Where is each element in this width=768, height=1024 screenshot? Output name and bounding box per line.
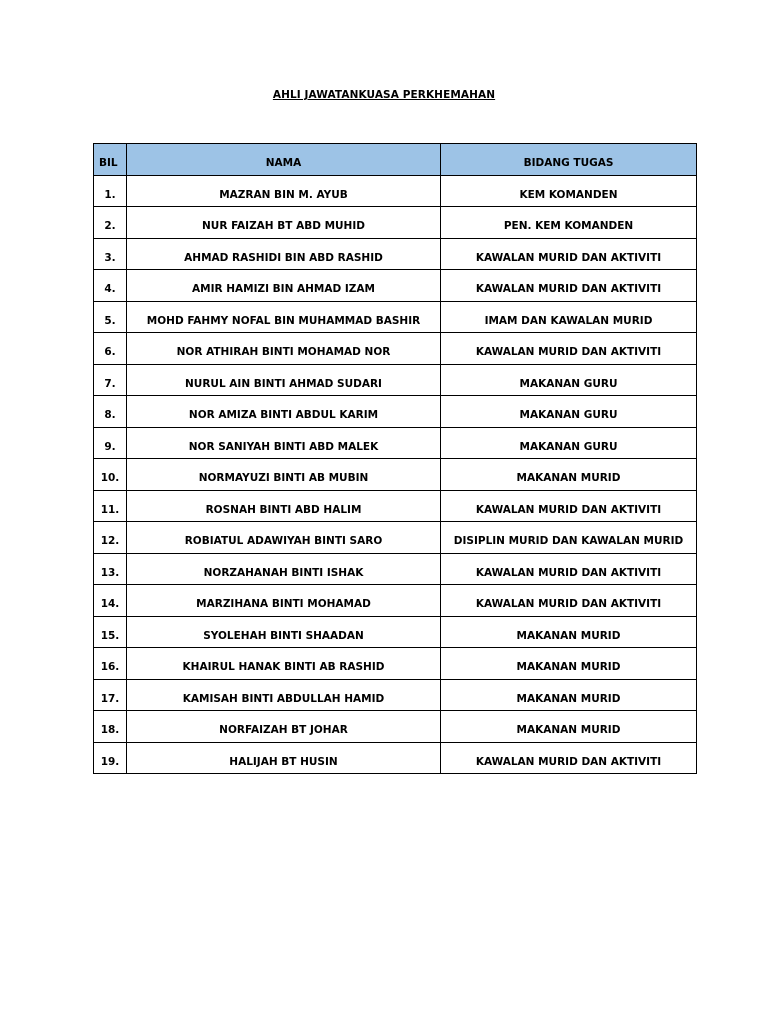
cell-nama: ROSNAH BINTI ABD HALIM <box>127 490 441 522</box>
cell-nama: ROBIATUL ADAWIYAH BINTI SARO <box>127 522 441 554</box>
cell-nama: AMIR HAMIZI BIN AHMAD IZAM <box>127 270 441 302</box>
cell-bidang-tugas: KAWALAN MURID DAN AKTIVITI <box>441 333 697 365</box>
cell-bil: 10. <box>94 459 127 491</box>
cell-bil: 19. <box>94 742 127 774</box>
cell-nama: MAZRAN BIN M. AYUB <box>127 175 441 207</box>
cell-nama: NORZAHANAH BINTI ISHAK <box>127 553 441 585</box>
cell-nama: KHAIRUL HANAK BINTI AB RASHID <box>127 648 441 680</box>
column-header-bidang-tugas: BIDANG TUGAS <box>441 144 697 176</box>
cell-bidang-tugas: KAWALAN MURID DAN AKTIVITI <box>441 238 697 270</box>
table-row <box>94 742 697 774</box>
column-header-nama: NAMA <box>127 144 441 176</box>
table-row <box>94 238 697 270</box>
cell-nama: KAMISAH BINTI ABDULLAH HAMID <box>127 679 441 711</box>
table-row <box>94 427 697 459</box>
cell-bidang-tugas: MAKANAN MURID <box>441 459 697 491</box>
cell-nama: SYOLEHAH BINTI SHAADAN <box>127 616 441 648</box>
cell-nama: NORFAIZAH BT JOHAR <box>127 711 441 743</box>
table-row <box>94 333 697 365</box>
cell-bidang-tugas: MAKANAN GURU <box>441 396 697 428</box>
cell-bil: 15. <box>94 616 127 648</box>
cell-bil: 13. <box>94 553 127 585</box>
table-row <box>94 522 697 554</box>
cell-nama: NURUL AIN BINTI AHMAD SUDARI <box>127 364 441 396</box>
cell-nama: NOR ATHIRAH BINTI MOHAMAD NOR <box>127 333 441 365</box>
cell-nama: NORMAYUZI BINTI AB MUBIN <box>127 459 441 491</box>
cell-bidang-tugas: MAKANAN MURID <box>441 616 697 648</box>
cell-bil: 3. <box>94 238 127 270</box>
cell-bil: 18. <box>94 711 127 743</box>
cell-nama: NUR FAIZAH BT ABD MUHID <box>127 207 441 239</box>
table-row <box>94 364 697 396</box>
table-body <box>94 175 697 774</box>
cell-bidang-tugas: MAKANAN MURID <box>441 679 697 711</box>
table-row <box>94 175 697 207</box>
cell-bidang-tugas: MAKANAN MURID <box>441 711 697 743</box>
table-row <box>94 270 697 302</box>
page-title: AHLI JAWATANKUASA PERKHEMAHAN <box>272 89 496 101</box>
cell-bidang-tugas: DISIPLIN MURID DAN KAWALAN MURID <box>441 522 697 554</box>
cell-bidang-tugas: KAWALAN MURID DAN AKTIVITI <box>441 742 697 774</box>
cell-bidang-tugas: IMAM DAN KAWALAN MURID <box>441 301 697 333</box>
column-header-bil: BIL <box>94 144 127 176</box>
cell-bil: 4. <box>94 270 127 302</box>
cell-bil: 8. <box>94 396 127 428</box>
cell-nama: HALIJAH BT HUSIN <box>127 742 441 774</box>
table-row <box>94 459 697 491</box>
cell-bil: 11. <box>94 490 127 522</box>
cell-bil: 14. <box>94 585 127 617</box>
cell-bidang-tugas: PEN. KEM KOMANDEN <box>441 207 697 239</box>
table-row <box>94 207 697 239</box>
cell-nama: NOR SANIYAH BINTI ABD MALEK <box>127 427 441 459</box>
table-row <box>94 616 697 648</box>
cell-nama: MARZIHANA BINTI MOHAMAD <box>127 585 441 617</box>
table-row <box>94 679 697 711</box>
cell-bil: 5. <box>94 301 127 333</box>
table-row <box>94 396 697 428</box>
cell-bil: 2. <box>94 207 127 239</box>
table-row <box>94 648 697 680</box>
committee-table <box>93 143 697 774</box>
cell-bidang-tugas: KAWALAN MURID DAN AKTIVITI <box>441 490 697 522</box>
cell-bidang-tugas: MAKANAN GURU <box>441 364 697 396</box>
cell-bil: 12. <box>94 522 127 554</box>
cell-bil: 7. <box>94 364 127 396</box>
cell-bidang-tugas: MAKANAN GURU <box>441 427 697 459</box>
cell-nama: AHMAD RASHIDI BIN ABD RASHID <box>127 238 441 270</box>
cell-bil: 6. <box>94 333 127 365</box>
cell-bil: 17. <box>94 679 127 711</box>
cell-bidang-tugas: MAKANAN MURID <box>441 648 697 680</box>
table-header-row <box>94 144 697 176</box>
cell-nama: NOR AMIZA BINTI ABDUL KARIM <box>127 396 441 428</box>
cell-bidang-tugas: KAWALAN MURID DAN AKTIVITI <box>441 585 697 617</box>
cell-bidang-tugas: KEM KOMANDEN <box>441 175 697 207</box>
table-row <box>94 553 697 585</box>
cell-nama: MOHD FAHMY NOFAL BIN MUHAMMAD BASHIR <box>127 301 441 333</box>
table-row <box>94 585 697 617</box>
cell-bil: 16. <box>94 648 127 680</box>
cell-bidang-tugas: KAWALAN MURID DAN AKTIVITI <box>441 270 697 302</box>
cell-bil: 1. <box>94 175 127 207</box>
cell-bidang-tugas: KAWALAN MURID DAN AKTIVITI <box>441 553 697 585</box>
table-row <box>94 711 697 743</box>
table-row <box>94 301 697 333</box>
table-row <box>94 490 697 522</box>
cell-bil: 9. <box>94 427 127 459</box>
